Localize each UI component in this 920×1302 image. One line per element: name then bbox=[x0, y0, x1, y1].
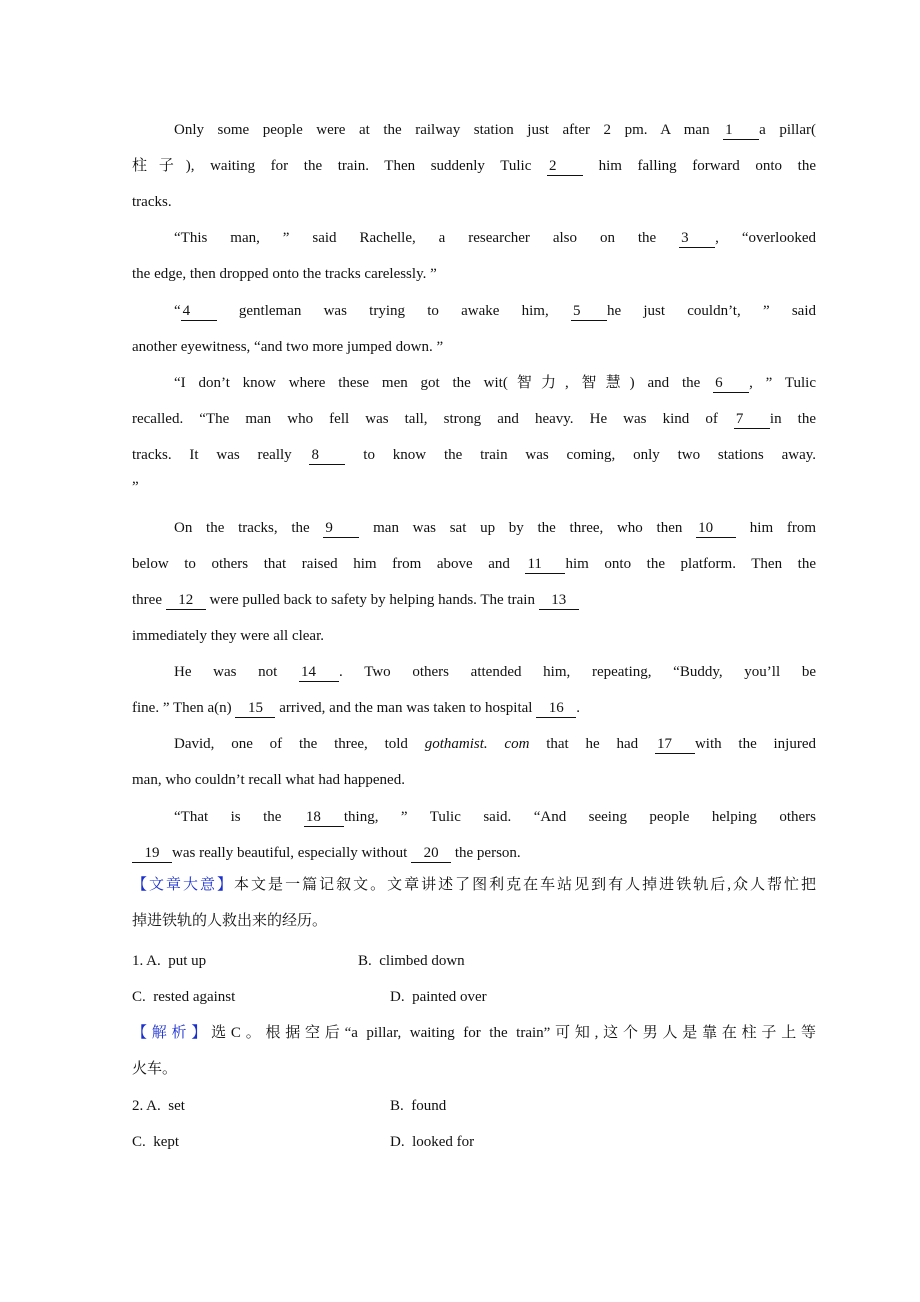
blank-10: 10 bbox=[696, 519, 736, 538]
passage-text: recalled. “The man who fell was tall, strong and heavy. He was kind of bbox=[132, 411, 734, 427]
blank-1: 1 bbox=[723, 121, 759, 140]
passage-line bbox=[132, 475, 816, 499]
analysis-line-2: 火车。 bbox=[132, 1061, 178, 1077]
passage-text: in the bbox=[769, 411, 816, 427]
passage-line bbox=[132, 768, 816, 792]
passage-text: “I don’t know where these men got the wit(智力, 智慧) and the bbox=[174, 375, 714, 391]
blank-18: 18 bbox=[304, 808, 344, 827]
passage-line bbox=[174, 516, 816, 540]
blank-13: 13 bbox=[539, 591, 579, 610]
summary-text: 本文是一篇记叙文。文章讲述了图利克在车站见到有人掉进铁轨后,众人帮忙把 bbox=[234, 877, 816, 893]
passage-text: arrived, and the man was taken to hospital bbox=[275, 700, 537, 716]
passage-line bbox=[174, 805, 816, 829]
passage-text: fine. ” Then a(n) bbox=[132, 700, 236, 716]
analysis-text: 选C。根据空后“a pillar, waiting for the train”可知,这个男人是靠在柱子上等 bbox=[211, 1025, 816, 1041]
passage-text: with the injured bbox=[694, 736, 817, 752]
passage-text: a pillar( bbox=[759, 122, 816, 138]
passage-text: thing, ” Tulic said. “And seeing people helping others bbox=[343, 809, 816, 825]
passage-text: him onto the platform. Then the bbox=[565, 556, 816, 572]
q1-option-d: D. painted over bbox=[390, 989, 487, 1005]
blank-7: 7 bbox=[734, 410, 770, 429]
passage-text: David, one of the three, told bbox=[174, 736, 425, 752]
passage-line bbox=[174, 371, 816, 395]
passage-line bbox=[174, 299, 816, 323]
passage-line bbox=[132, 443, 816, 467]
passage-text: to know the train was coming, only two stations away. bbox=[345, 447, 816, 463]
passage-line bbox=[174, 732, 816, 756]
q2-option-a: 2. A. set bbox=[132, 1098, 185, 1114]
passage-text: the edge, then dropped onto the tracks carelessly. ” bbox=[132, 266, 437, 282]
passage-line bbox=[174, 226, 816, 250]
passage-text: . bbox=[576, 700, 580, 716]
passage-text: immediately they were all clear. bbox=[132, 628, 324, 644]
passage-text: “ bbox=[174, 303, 181, 319]
passage-text: He was not bbox=[174, 664, 300, 680]
passage-line bbox=[132, 696, 816, 720]
analysis-tag: 【解析】 bbox=[132, 1025, 212, 1041]
summary-line-2: 掉进铁轨的人救出来的经历。 bbox=[132, 913, 328, 929]
passage-line bbox=[132, 624, 816, 648]
passage-text: , ” Tulic bbox=[749, 375, 816, 391]
summary-tag: 【文章大意】 bbox=[132, 877, 235, 893]
q1-option-c: C. rested against bbox=[132, 989, 236, 1005]
passage-text: the person. bbox=[451, 845, 521, 861]
blank-14: 14 bbox=[299, 663, 339, 682]
passage-text: “That is the bbox=[174, 809, 304, 825]
passage-line bbox=[132, 841, 816, 865]
passage-text: tracks. bbox=[132, 194, 172, 210]
passage-line bbox=[132, 154, 816, 178]
passage-text: 柱子), waiting for the train. Then suddenly Tulic bbox=[132, 158, 547, 174]
blank-15: 15 bbox=[235, 699, 275, 718]
passage-line bbox=[174, 660, 816, 684]
summary-line-1 bbox=[132, 873, 816, 897]
passage-text: him from bbox=[736, 520, 816, 536]
passage-line bbox=[132, 588, 816, 612]
passage-text: man was sat up by the three, who then bbox=[359, 520, 697, 536]
passage-line bbox=[132, 335, 816, 359]
blank-12: 12 bbox=[166, 591, 206, 610]
passage-text: was really beautiful, especially without bbox=[172, 845, 412, 861]
q2-option-c: C. kept bbox=[132, 1134, 180, 1150]
passage-text: . Two others attended him, repeating, “Buddy, you’ll be bbox=[339, 664, 816, 680]
passage-line bbox=[174, 118, 816, 142]
passage-text: that he had bbox=[529, 736, 655, 752]
analysis-line-1 bbox=[132, 1021, 816, 1045]
passage-line bbox=[132, 190, 816, 214]
passage-text: “This man, ” said Rachelle, a researcher also on the bbox=[174, 230, 680, 246]
passage-text: he just couldn’t, ” said bbox=[606, 303, 816, 319]
passage-text: , “overlooked bbox=[715, 230, 817, 246]
blank-4: 4 bbox=[181, 302, 217, 321]
passage-text: gentleman was trying to awake him, bbox=[216, 303, 571, 319]
passage-line bbox=[132, 552, 816, 576]
blank-5: 5 bbox=[571, 302, 607, 321]
q1-option-b: B. climbed down bbox=[358, 953, 465, 969]
q2-option-d: D. looked for bbox=[390, 1134, 475, 1150]
passage-text: man, who couldn’t recall what had happened. bbox=[132, 772, 405, 788]
passage-text: tracks. It was really bbox=[132, 447, 310, 463]
q2-option-b: B. found bbox=[390, 1098, 447, 1114]
blank-11: 11 bbox=[525, 555, 565, 574]
blank-9: 9 bbox=[323, 519, 359, 538]
passage-text: Only some people were at the railway station just after 2 pm. A man bbox=[174, 122, 724, 138]
q1-option-a: 1. A. put up bbox=[132, 953, 207, 969]
blank-16: 16 bbox=[536, 699, 576, 718]
blank-8: 8 bbox=[309, 446, 345, 465]
passage-text: below to others that raised him from above and bbox=[132, 556, 526, 572]
blank-3: 3 bbox=[679, 229, 715, 248]
passage-text: On the tracks, the bbox=[174, 520, 324, 536]
blank-6: 6 bbox=[713, 374, 749, 393]
passage-line bbox=[132, 262, 816, 286]
website-name: gothamist. com bbox=[424, 736, 530, 752]
passage-text: three bbox=[132, 592, 166, 608]
blank-20: 20 bbox=[411, 844, 451, 863]
passage-text: another eyewitness, “and two more jumped down. ” bbox=[132, 339, 444, 355]
passage-text: ” bbox=[132, 479, 139, 495]
blank-17: 17 bbox=[655, 735, 695, 754]
passage-text: were pulled back to safety by helping hands. The train bbox=[205, 592, 539, 608]
passage-line bbox=[132, 407, 816, 431]
blank-2: 2 bbox=[547, 157, 583, 176]
blank-19: 19 bbox=[132, 844, 172, 863]
passage-text: him falling forward onto the bbox=[582, 158, 816, 174]
